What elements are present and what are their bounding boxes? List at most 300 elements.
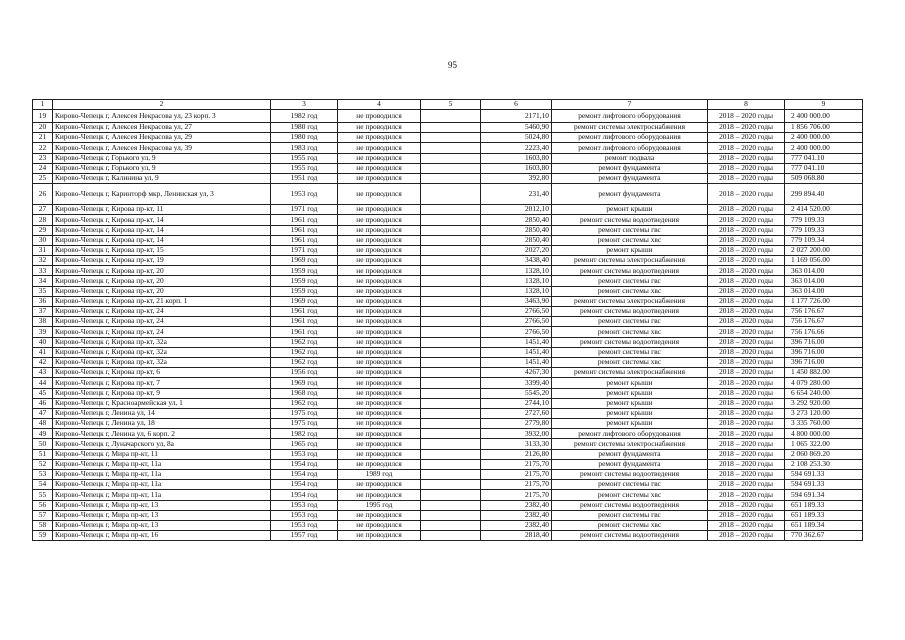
period-cell: 2018 – 2020 годы <box>708 276 785 286</box>
table-row <box>33 153 863 163</box>
table-row <box>33 296 863 306</box>
cost-cell: 770 362.67 <box>785 531 863 541</box>
last-repair-cell: не проводился <box>338 184 421 205</box>
area-cell: 2175,70 <box>481 490 552 500</box>
build-year-cell: 1959 год <box>271 276 338 286</box>
cost-cell: 4 800 000.00 <box>785 429 863 439</box>
cost-cell: 396 716.00 <box>785 357 863 367</box>
row-number: 53 <box>33 470 53 480</box>
row-number: 34 <box>33 276 53 286</box>
last-repair-cell: не проводился <box>338 143 421 153</box>
area-cell: 2126,80 <box>481 449 552 459</box>
row-number: 51 <box>33 449 53 459</box>
cost-cell: 651 189.34 <box>785 520 863 530</box>
address-cell: Кирово-Чепецк г, Алексея Некрасова ул, 27 <box>53 123 271 133</box>
empty-cell <box>421 388 481 398</box>
work-type-cell: ремонт системы гвс <box>552 510 708 520</box>
cost-cell: 2 027 200.00 <box>785 245 863 255</box>
address-cell: Кирово-Чепецк г, Кирова пр-кт, 9 <box>53 388 271 398</box>
last-repair-cell: не проводился <box>338 163 421 173</box>
address-cell: Кирово-Чепецк г, Кирова пр-кт, 24 <box>53 307 271 317</box>
column-number: 3 <box>271 100 338 110</box>
cost-cell: 651 189.33 <box>785 500 863 510</box>
table-row <box>33 531 863 541</box>
work-type-cell: ремонт лифтового оборудования <box>552 143 708 153</box>
last-repair-cell: не проводился <box>338 520 421 530</box>
period-cell: 2018 – 2020 годы <box>708 408 785 418</box>
build-year-cell: 1954 год <box>271 480 338 490</box>
work-type-cell: ремонт системы хвс <box>552 520 708 530</box>
table-row <box>33 327 863 337</box>
row-number: 58 <box>33 520 53 530</box>
work-type-cell: ремонт крыши <box>552 419 708 429</box>
last-repair-cell: 1995 год <box>338 500 421 510</box>
table-row <box>33 408 863 418</box>
column-number: 7 <box>552 100 708 110</box>
table-row <box>33 163 863 173</box>
cost-cell: 779 109.34 <box>785 235 863 245</box>
build-year-cell: 1971 год <box>271 245 338 255</box>
address-cell: Кирово-Чепецк г, Каринторф мкр, Ленинская ул, 3 <box>53 184 271 205</box>
row-number: 44 <box>33 378 53 388</box>
build-year-cell: 1962 год <box>271 357 338 367</box>
cost-cell: 1 169 056.00 <box>785 256 863 266</box>
area-cell: 2382,40 <box>481 510 552 520</box>
address-cell: Кирово-Чепецк г, Алексея Некрасова ул, 29 <box>53 133 271 143</box>
empty-cell <box>421 357 481 367</box>
area-cell: 1328,10 <box>481 276 552 286</box>
build-year-cell: 1959 год <box>271 286 338 296</box>
build-year-cell: 1961 год <box>271 327 338 337</box>
cost-cell: 299 894.40 <box>785 184 863 205</box>
work-type-cell: ремонт фундамента <box>552 163 708 173</box>
last-repair-cell: не проводился <box>338 439 421 449</box>
table-row <box>33 388 863 398</box>
empty-cell <box>421 449 481 459</box>
period-cell: 2018 – 2020 годы <box>708 419 785 429</box>
cost-cell: 1 065 322.00 <box>785 439 863 449</box>
column-number: 2 <box>53 100 271 110</box>
work-type-cell: ремонт системы водоотведения <box>552 500 708 510</box>
last-repair-cell: не проводился <box>338 347 421 357</box>
period-cell: 2018 – 2020 годы <box>708 235 785 245</box>
work-type-cell: ремонт системы водоотведения <box>552 531 708 541</box>
address-cell: Кирово-Чепецк г, Ленина ул, 14 <box>53 408 271 418</box>
empty-cell <box>421 184 481 205</box>
work-type-cell: ремонт крыши <box>552 398 708 408</box>
work-type-cell: ремонт системы гвс <box>552 347 708 357</box>
build-year-cell: 1961 год <box>271 215 338 225</box>
empty-cell <box>421 266 481 276</box>
empty-cell <box>421 153 481 163</box>
address-cell: Кирово-Чепецк г, Луначарского ул, 8а <box>53 439 271 449</box>
table-row <box>33 449 863 459</box>
build-year-cell: 1961 год <box>271 317 338 327</box>
work-type-cell: ремонт системы хвс <box>552 357 708 367</box>
row-number: 24 <box>33 163 53 173</box>
build-year-cell: 1975 год <box>271 419 338 429</box>
last-repair-cell: не проводился <box>338 531 421 541</box>
cost-cell: 594 691.33 <box>785 470 863 480</box>
row-number: 52 <box>33 459 53 469</box>
build-year-cell: 1968 год <box>271 388 338 398</box>
column-number: 6 <box>481 100 552 110</box>
period-cell: 2018 – 2020 годы <box>708 500 785 510</box>
empty-cell <box>421 419 481 429</box>
work-type-cell: ремонт системы хвс <box>552 235 708 245</box>
last-repair-cell: не проводился <box>338 235 421 245</box>
table-row <box>33 173 863 183</box>
empty-cell <box>421 327 481 337</box>
address-cell: Кирово-Чепецк г, Мира пр-кт, 13 <box>53 500 271 510</box>
empty-cell <box>421 470 481 480</box>
last-repair-cell: не проводился <box>338 388 421 398</box>
last-repair-cell: не проводился <box>338 357 421 367</box>
cost-cell: 756 176.67 <box>785 317 863 327</box>
row-number: 54 <box>33 480 53 490</box>
cost-cell: 363 014.00 <box>785 266 863 276</box>
row-number: 30 <box>33 235 53 245</box>
address-cell: Кирово-Чепецк г, Мира пр-кт, 11а <box>53 459 271 469</box>
area-cell: 2818,40 <box>481 531 552 541</box>
cost-cell: 2 400 000.00 <box>785 143 863 153</box>
period-cell: 2018 – 2020 годы <box>708 470 785 480</box>
cost-cell: 594 691.33 <box>785 480 863 490</box>
empty-cell <box>421 235 481 245</box>
build-year-cell: 1982 год <box>271 110 338 123</box>
table-row <box>33 215 863 225</box>
address-cell: Кирово-Чепецк г, Кирова пр-кт, 19 <box>53 256 271 266</box>
cost-cell: 756 176.67 <box>785 307 863 317</box>
table-row <box>33 429 863 439</box>
column-number: 9 <box>785 100 863 110</box>
area-cell: 2850,40 <box>481 235 552 245</box>
last-repair-cell: не проводился <box>338 225 421 235</box>
cost-cell: 509 068.80 <box>785 173 863 183</box>
area-cell: 2175,70 <box>481 470 552 480</box>
build-year-cell: 1969 год <box>271 256 338 266</box>
last-repair-cell: не проводился <box>338 110 421 123</box>
address-cell: Кирово-Чепецк г, Горького ул, 9 <box>53 153 271 163</box>
row-number: 45 <box>33 388 53 398</box>
build-year-cell: 1961 год <box>271 235 338 245</box>
area-cell: 2744,10 <box>481 398 552 408</box>
build-year-cell: 1951 год <box>271 173 338 183</box>
area-cell: 2766,50 <box>481 327 552 337</box>
build-year-cell: 1957 год <box>271 531 338 541</box>
table-row <box>33 286 863 296</box>
empty-cell <box>421 531 481 541</box>
last-repair-cell: не проводился <box>338 317 421 327</box>
last-repair-cell: не проводился <box>338 327 421 337</box>
build-year-cell: 1953 год <box>271 520 338 530</box>
table-row <box>33 368 863 378</box>
cost-cell: 363 014.00 <box>785 286 863 296</box>
area-cell: 3932,00 <box>481 429 552 439</box>
table-row <box>33 110 863 123</box>
work-type-cell: ремонт системы водоотведения <box>552 215 708 225</box>
column-number: 5 <box>421 100 481 110</box>
empty-cell <box>421 337 481 347</box>
table-row <box>33 143 863 153</box>
build-year-cell: 1953 год <box>271 449 338 459</box>
empty-cell <box>421 286 481 296</box>
last-repair-cell: не проводился <box>338 276 421 286</box>
empty-cell <box>421 256 481 266</box>
period-cell: 2018 – 2020 годы <box>708 143 785 153</box>
area-cell: 2223,40 <box>481 143 552 153</box>
cost-cell: 651 189.33 <box>785 510 863 520</box>
empty-cell <box>421 480 481 490</box>
row-number: 33 <box>33 266 53 276</box>
work-type-cell: ремонт системы хвс <box>552 490 708 500</box>
row-number: 42 <box>33 357 53 367</box>
address-cell: Кирово-Чепецк г, Алексея Некрасова ул, 39 <box>53 143 271 153</box>
area-cell: 2766,50 <box>481 307 552 317</box>
row-number: 22 <box>33 143 53 153</box>
build-year-cell: 1962 год <box>271 337 338 347</box>
table-row <box>33 470 863 480</box>
period-cell: 2018 – 2020 годы <box>708 110 785 123</box>
last-repair-cell: не проводился <box>338 419 421 429</box>
empty-cell <box>421 500 481 510</box>
period-cell: 2018 – 2020 годы <box>708 388 785 398</box>
cost-cell: 396 716.00 <box>785 337 863 347</box>
empty-cell <box>421 520 481 530</box>
table-row <box>33 520 863 530</box>
cost-cell: 594 691.34 <box>785 490 863 500</box>
last-repair-cell: не проводился <box>338 133 421 143</box>
address-cell: Кирово-Чепецк г, Кирова пр-кт, 14 <box>53 235 271 245</box>
address-cell: Кирово-Чепецк г, Мира пр-кт, 11а <box>53 490 271 500</box>
period-cell: 2018 – 2020 годы <box>708 153 785 163</box>
build-year-cell: 1954 год <box>271 470 338 480</box>
table-row <box>33 480 863 490</box>
area-cell: 3399,40 <box>481 378 552 388</box>
area-cell: 2382,40 <box>481 500 552 510</box>
build-year-cell: 1961 год <box>271 225 338 235</box>
work-type-cell: ремонт фундамента <box>552 184 708 205</box>
cost-cell: 363 014.00 <box>785 276 863 286</box>
last-repair-cell: не проводился <box>338 123 421 133</box>
last-repair-cell: не проводился <box>338 286 421 296</box>
column-number: 1 <box>33 100 53 110</box>
row-number: 27 <box>33 205 53 215</box>
build-year-cell: 1965 год <box>271 439 338 449</box>
row-number: 23 <box>33 153 53 163</box>
empty-cell <box>421 490 481 500</box>
area-cell: 2850,40 <box>481 215 552 225</box>
table-row <box>33 276 863 286</box>
area-cell: 2382,40 <box>481 520 552 530</box>
cost-cell: 2 414 520.00 <box>785 205 863 215</box>
row-number: 26 <box>33 184 53 205</box>
work-type-cell: ремонт лифтового оборудования <box>552 429 708 439</box>
empty-cell <box>421 408 481 418</box>
work-type-cell: ремонт системы водоотведения <box>552 307 708 317</box>
area-cell: 392,80 <box>481 173 552 183</box>
empty-cell <box>421 225 481 235</box>
area-cell: 5460,90 <box>481 123 552 133</box>
build-year-cell: 1982 год <box>271 429 338 439</box>
area-cell: 3133,30 <box>481 439 552 449</box>
column-number-row <box>33 100 863 110</box>
table-row <box>33 510 863 520</box>
period-cell: 2018 – 2020 годы <box>708 327 785 337</box>
build-year-cell: 1980 год <box>271 123 338 133</box>
address-cell: Кирово-Чепецк г, Мира пр-кт, 13 <box>53 510 271 520</box>
table-row <box>33 123 863 133</box>
row-number: 48 <box>33 419 53 429</box>
cost-cell: 4 079 280.00 <box>785 378 863 388</box>
area-cell: 2175,70 <box>481 459 552 469</box>
row-number: 49 <box>33 429 53 439</box>
empty-cell <box>421 133 481 143</box>
row-number: 50 <box>33 439 53 449</box>
period-cell: 2018 – 2020 годы <box>708 368 785 378</box>
work-type-cell: ремонт системы водоотведения <box>552 470 708 480</box>
address-cell: Кирово-Чепецк г, Кирова пр-кт, 11 <box>53 205 271 215</box>
cost-cell: 779 109.33 <box>785 225 863 235</box>
row-number: 20 <box>33 123 53 133</box>
work-type-cell: ремонт фундамента <box>552 449 708 459</box>
empty-cell <box>421 307 481 317</box>
work-type-cell: ремонт системы хвс <box>552 327 708 337</box>
last-repair-cell: не проводился <box>338 398 421 408</box>
row-number: 37 <box>33 307 53 317</box>
empty-cell <box>421 459 481 469</box>
work-type-cell: ремонт системы электроснабжения <box>552 439 708 449</box>
last-repair-cell: не проводился <box>338 368 421 378</box>
area-cell: 3463,90 <box>481 296 552 306</box>
cost-cell: 2 108 253.30 <box>785 459 863 469</box>
area-cell: 2779,80 <box>481 419 552 429</box>
period-cell: 2018 – 2020 годы <box>708 347 785 357</box>
empty-cell <box>421 429 481 439</box>
build-year-cell: 1980 год <box>271 133 338 143</box>
last-repair-cell: не проводился <box>338 490 421 500</box>
column-number: 4 <box>338 100 421 110</box>
empty-cell <box>421 110 481 123</box>
row-number: 31 <box>33 245 53 255</box>
last-repair-cell: не проводился <box>338 173 421 183</box>
last-repair-cell: не проводился <box>338 296 421 306</box>
area-cell: 1451,40 <box>481 357 552 367</box>
row-number: 32 <box>33 256 53 266</box>
table-body <box>33 100 863 541</box>
work-type-cell: ремонт системы водоотведения <box>552 337 708 347</box>
empty-cell <box>421 173 481 183</box>
address-cell: Кирово-Чепецк г, Ленина ул, 6 корп. 2 <box>53 429 271 439</box>
last-repair-cell: не проводился <box>338 245 421 255</box>
work-type-cell: ремонт системы гвс <box>552 317 708 327</box>
address-cell: Кирово-Чепецк г, Горького ул, 9 <box>53 163 271 173</box>
table-row <box>33 133 863 143</box>
address-cell: Кирово-Чепецк г, Красноармейская ул, 1 <box>53 398 271 408</box>
row-number: 19 <box>33 110 53 123</box>
last-repair-cell: не проводился <box>338 429 421 439</box>
work-type-cell: ремонт системы гвс <box>552 480 708 490</box>
address-cell: Кирово-Чепецк г, Кирова пр-кт, 21 корп. 1 <box>53 296 271 306</box>
area-cell: 2027,20 <box>481 245 552 255</box>
address-cell: Кирово-Чепецк г, Кирова пр-кт, 20 <box>53 266 271 276</box>
empty-cell <box>421 347 481 357</box>
table-row <box>33 398 863 408</box>
address-cell: Кирово-Чепецк г, Ленина ул, 18 <box>53 419 271 429</box>
table-row <box>33 205 863 215</box>
area-cell: 2850,40 <box>481 225 552 235</box>
last-repair-cell: не проводился <box>338 449 421 459</box>
cost-cell: 777 041.10 <box>785 163 863 173</box>
table-row <box>33 245 863 255</box>
table-row <box>33 459 863 469</box>
build-year-cell: 1953 год <box>271 510 338 520</box>
cost-cell: 3 292 920.00 <box>785 398 863 408</box>
empty-cell <box>421 143 481 153</box>
work-type-cell: ремонт лифтового оборудования <box>552 110 708 123</box>
period-cell: 2018 – 2020 годы <box>708 266 785 276</box>
build-year-cell: 1954 год <box>271 490 338 500</box>
period-cell: 2018 – 2020 годы <box>708 378 785 388</box>
row-number: 35 <box>33 286 53 296</box>
last-repair-cell: не проводился <box>338 480 421 490</box>
area-cell: 5545,20 <box>481 388 552 398</box>
cost-cell: 1 856 706.00 <box>785 123 863 133</box>
period-cell: 2018 – 2020 годы <box>708 317 785 327</box>
empty-cell <box>421 378 481 388</box>
period-cell: 2018 – 2020 годы <box>708 173 785 183</box>
address-cell: Кирово-Чепецк г, Кирова пр-кт, 6 <box>53 368 271 378</box>
cost-cell: 3 335 760.00 <box>785 419 863 429</box>
last-repair-cell: не проводился <box>338 337 421 347</box>
period-cell: 2018 – 2020 годы <box>708 256 785 266</box>
table-row <box>33 235 863 245</box>
row-number: 43 <box>33 368 53 378</box>
period-cell: 2018 – 2020 годы <box>708 286 785 296</box>
area-cell: 1603,80 <box>481 153 552 163</box>
empty-cell <box>421 215 481 225</box>
last-repair-cell: 1989 год <box>338 470 421 480</box>
period-cell: 2018 – 2020 годы <box>708 398 785 408</box>
table-row <box>33 256 863 266</box>
area-cell: 2766,50 <box>481 317 552 327</box>
last-repair-cell: не проводился <box>338 215 421 225</box>
area-cell: 5024,80 <box>481 133 552 143</box>
build-year-cell: 1971 год <box>271 205 338 215</box>
period-cell: 2018 – 2020 годы <box>708 480 785 490</box>
address-cell: Кирово-Чепецк г, Мира пр-кт, 16 <box>53 531 271 541</box>
build-year-cell: 1961 год <box>271 307 338 317</box>
last-repair-cell: не проводился <box>338 266 421 276</box>
build-year-cell: 1969 год <box>271 378 338 388</box>
table-row <box>33 184 863 205</box>
table-row <box>33 357 863 367</box>
cost-cell: 396 716.00 <box>785 347 863 357</box>
area-cell: 1328,10 <box>481 286 552 296</box>
area-cell: 2727,60 <box>481 408 552 418</box>
last-repair-cell: не проводился <box>338 307 421 317</box>
period-cell: 2018 – 2020 годы <box>708 449 785 459</box>
build-year-cell: 1962 год <box>271 347 338 357</box>
build-year-cell: 1959 год <box>271 266 338 276</box>
address-cell: Кирово-Чепецк г, Кирова пр-кт, 32а <box>53 357 271 367</box>
address-cell: Кирово-Чепецк г, Алексея Некрасова ул, 23 корп. 3 <box>53 110 271 123</box>
row-number: 38 <box>33 317 53 327</box>
area-cell: 231,40 <box>481 184 552 205</box>
area-cell: 2171,10 <box>481 110 552 123</box>
area-cell: 1451,40 <box>481 337 552 347</box>
build-year-cell: 1954 год <box>271 459 338 469</box>
